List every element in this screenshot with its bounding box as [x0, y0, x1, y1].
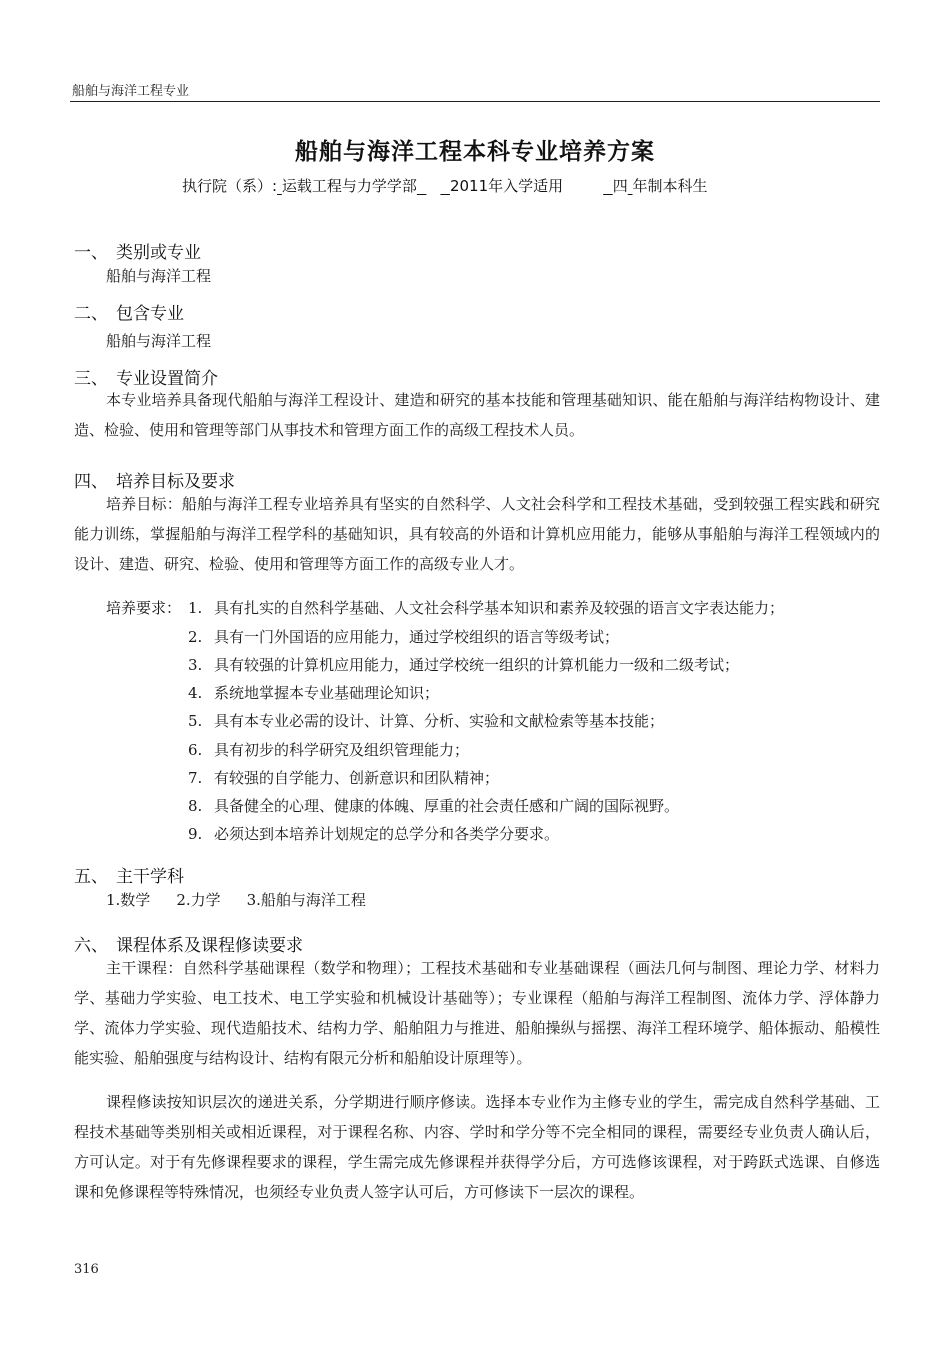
course-system-paragraph: [74, 953, 880, 1073]
section-number: 三、: [74, 369, 108, 389]
section-number: 六、: [74, 936, 108, 956]
section-title: 主干学科: [116, 867, 184, 887]
section-number: 二、: [74, 304, 108, 324]
section-2-content: 船舶与海洋工程: [106, 332, 212, 350]
main-courses-text: 主干课程：自然科学基础课程（数学和物理）；工程技术基础和专业基础课程（画法几何与制图、理论力学、材料力学、基础力学实验、电工技术、电工学实验和机械设计基础等）；专业课程（船舶与海洋工程制图、流体力学、浮体静力学、流体力学实验、现代造船技术、结构力学、船舶阻力与推进、船舶操纵与摇摆、海洋工程环境学、船体振动、船模性能实验、船舶强度与结构设计、结构有限元分析和船舶设计原理等）。: [74, 959, 880, 1067]
section-heading-1: [74, 238, 201, 263]
section-title: 包含专业: [116, 304, 184, 324]
duration-suffix: 年制本科生: [632, 177, 708, 195]
section-title: 类别或专业: [116, 243, 201, 263]
requirements-label: 培养要求：: [106, 599, 182, 617]
dept-value-text: 运载工程与力学学部: [281, 177, 417, 195]
duration-value: [603, 175, 632, 196]
goal-label: 培养目标：: [106, 495, 182, 513]
section-title: 培养目标及要求: [116, 472, 235, 492]
section-title: 专业设置简介: [116, 369, 218, 389]
requirement-item: 8. 具备健全的心理、健康的体魄、厚重的社会责任感和广阔的国际视野。: [188, 797, 680, 815]
discipline-item: 1.数学: [106, 891, 151, 909]
section-3-paragraph: [74, 385, 880, 445]
dept-label: 执行院（系）:: [182, 177, 278, 195]
meta-line: [182, 175, 708, 196]
course-rules-paragraph: [74, 1087, 880, 1207]
goal-text: 船舶与海洋工程专业培养具有坚实的自然科学、人文社会科学和工程技术基础，受到较强工程实践和研究能力训练，掌握船舶与海洋工程学科的基础知识，具有较高的外语和计算机应用能力，能够从事船舶与海洋工程领域内的设计、建造、研究、检验、使用和管理等方面工作的高级专业人才。: [74, 495, 880, 573]
year-value: [440, 177, 488, 195]
duration-value-text: 四: [612, 177, 628, 195]
section-title: 课程体系及课程修读要求: [116, 936, 303, 956]
section-heading-5: [74, 862, 184, 887]
section-1-content: 船舶与海洋工程: [106, 267, 212, 285]
course-rules-text: 课程修读按知识层次的递进关系，分学期进行顺序修读。选择本专业作为主修专业的学生，需完成自然科学基础、工程技术基础等类别相关或相近课程，对于课程名称、内容、学时和学分等不完全相同的课程，需要经专业负责人确认后，方可认定。对于有先修课程要求的课程，学生需完成先修课程并获得学分后，方可选修该课程，对于跨跃式选课、自修选课和免修课程等特殊情况，也须经专业负责人签字认可后，方可修读下一层次的课程。: [74, 1093, 880, 1201]
section-heading-2: [74, 299, 184, 324]
goal-paragraph: [74, 489, 880, 579]
discipline-item: 3.船舶与海洋工程: [246, 891, 366, 909]
requirement-item: 6. 具有初步的科学研究及组织管理能力；: [188, 741, 470, 759]
discipline-item: 2.力学: [176, 891, 221, 909]
section-number: 四、: [74, 472, 108, 492]
requirement-item: 5. 具有本专业必需的设计、计算、分析、实验和文献检索等基本技能；: [188, 712, 665, 730]
page-title: 船舶与海洋工程本科专业培养方案: [295, 139, 655, 165]
intro-text: 本专业培养具备现代船舶与海洋工程设计、建造和研究的基本技能和管理基础知识、能在船舶与海洋结构物设计、建造、检验、使用和管理等部门从事技术和管理方面工作的高级工程技术人员。: [74, 391, 880, 439]
page-number: 316: [74, 1262, 99, 1277]
requirement-item: 3. 具有较强的计算机应用能力，通过学校统一组织的计算机能力一级和二级考试；: [188, 656, 740, 674]
section-number: 一、: [74, 243, 108, 263]
discipline-list: [106, 889, 392, 910]
year-value-text: 2011: [449, 177, 489, 195]
requirement-item: 2. 具有一门外国语的应用能力，通过学校组织的语言等级考试；: [188, 628, 620, 646]
running-header: 船舶与海洋工程专业: [72, 84, 190, 99]
year-suffix: 年入学适用: [488, 177, 564, 195]
requirement-item: 9. 必须达到本培养计划规定的总学分和各类学分要求。: [188, 825, 560, 843]
header-rule: [70, 101, 880, 102]
requirement-item: 1. 具有扎实的自然科学基础、人文社会科学基本知识和素养及较强的语言文字表达能力；: [188, 599, 785, 617]
requirement-item: 7. 有较强的自学能力、创新意识和团队精神；: [188, 769, 500, 787]
dept-value: [277, 175, 426, 196]
requirement-item: 4. 系统地掌握本专业基础理论知识；: [188, 684, 440, 702]
section-number: 五、: [74, 867, 108, 887]
